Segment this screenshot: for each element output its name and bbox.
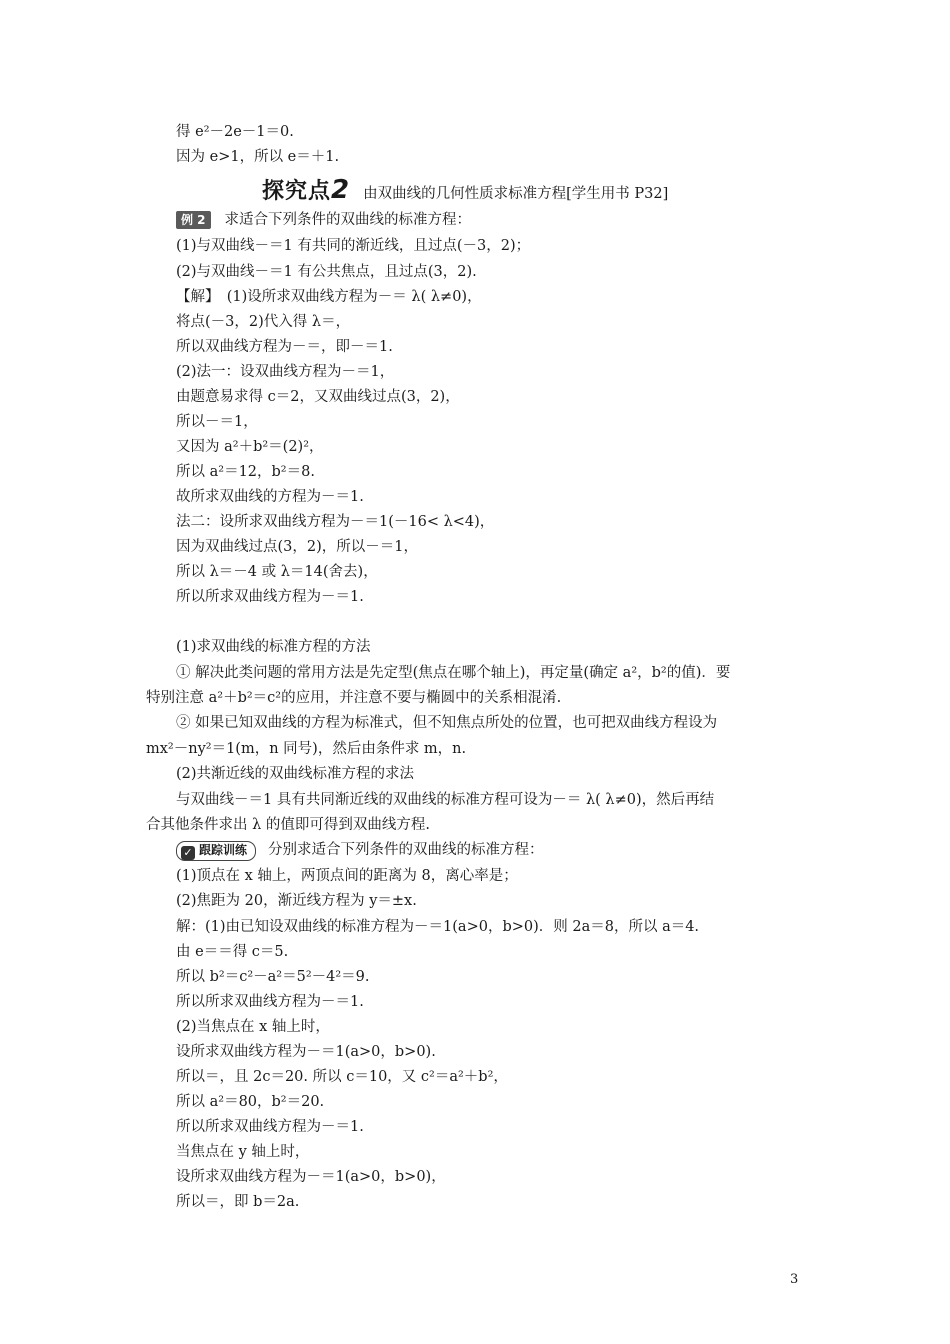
text-line: (2)共渐近线的双曲线标准方程的求法 [176, 766, 415, 782]
section-heading [262, 176, 668, 208]
text-line: 合其他条件求出 λ 的值即可得到双曲线方程. [146, 817, 431, 833]
training-line [176, 840, 544, 861]
text-line: 设所求双曲线方程为－＝1(a>0，b>0)， [176, 1169, 446, 1185]
text-line: 所以所求双曲线方程为－＝1. [176, 589, 364, 605]
text-line: (1)与双曲线－＝1 有共同的渐近线，且过点(－3，2)； [176, 238, 531, 254]
text-line: 所以 a²＝80，b²＝20. [176, 1094, 325, 1110]
text-line: 所以 λ＝－4 或 λ＝14(舍去)， [176, 564, 378, 580]
training-label: 跟踪训练 [199, 843, 248, 857]
text-line: 所以 a²＝12，b²＝8. [176, 464, 315, 480]
text-line: (2)法一：设双曲线方程为－＝1， [176, 364, 395, 380]
section-title: 探究点 [262, 179, 332, 204]
text-line: 特别注意 a²＋b²＝c²的应用，并注意不要与椭圆中的关系相混淆. [146, 690, 562, 706]
text-line: 由 e＝＝得 c＝5. [176, 944, 289, 960]
text-line: 当焦点在 y 轴上时， [176, 1144, 310, 1160]
text-line: 所以 b²＝c²－a²＝5²－4²＝9. [176, 969, 370, 985]
section-subtitle: 由双曲线的几何性质求标准方程[学生用书 P32] [363, 186, 669, 202]
text-line: (2)当焦点在 x 轴上时， [176, 1019, 330, 1035]
text-line: 所以－＝1， [176, 414, 258, 430]
text-line: 由题意易求得 c＝2，又双曲线过点(3，2)， [176, 389, 460, 405]
text-line: 因为 e>1，所以 e＝＋1. [176, 149, 340, 165]
section-number: 2 [331, 175, 350, 205]
text-line: 所以＝，且 2c＝20. 所以 c＝10，又 c²＝a²＋b²， [176, 1069, 508, 1085]
text-line: 因为双曲线过点(3，2)，所以－＝1， [176, 539, 418, 555]
example-prompt: 求适合下列条件的双曲线的标准方程： [224, 212, 472, 228]
training-prompt: 分别求适合下列条件的双曲线的标准方程： [268, 842, 544, 858]
text-line: 所以双曲线方程为－＝，即－＝1. [176, 339, 393, 355]
training-badge [176, 841, 256, 861]
text-line: (2)与双曲线－＝1 有公共焦点，且过点(3，2). [176, 264, 477, 280]
check-icon: ✓ [181, 846, 195, 860]
text-line: 法二：设所求双曲线方程为－＝1(－16< λ<4)， [176, 514, 495, 530]
text-line: 得 e²－2e－1＝0. [176, 124, 294, 140]
text-line: (1)求双曲线的标准方程的方法 [176, 639, 371, 655]
example-badge: 例 2 [176, 211, 211, 229]
text-line: 将点(－3，2)代入得 λ＝， [176, 314, 351, 330]
page-number: 3 [790, 1272, 799, 1287]
text-line: 【解】 (1)设所求双曲线方程为－＝ λ( λ≠0)， [176, 289, 482, 305]
text-line: 所以＝，即 b＝2a. [176, 1194, 300, 1210]
text-line: 设所求双曲线方程为－＝1(a>0，b>0). [176, 1044, 436, 1060]
text-line: ① 解决此类问题的常用方法是先定型(焦点在哪个轴上)，再定量(确定 a²，b²的值)．要 [176, 665, 731, 681]
text-line: (1)顶点在 x 轴上，两顶点间的距离为 8，离心率是； [176, 868, 518, 884]
text-line: 又因为 a²＋b²＝(2)²， [176, 439, 324, 455]
text-line: 故所求双曲线的方程为－＝1. [176, 489, 364, 505]
text-line: mx²－ny²＝1(m，n 同号)，然后由条件求 m，n. [146, 741, 467, 757]
text-line: (2)焦距为 20，渐近线方程为 y＝±x. [176, 893, 417, 909]
text-line: 所以所求双曲线方程为－＝1. [176, 994, 364, 1010]
text-line: 所以所求双曲线方程为－＝1. [176, 1119, 364, 1135]
example-line [176, 210, 471, 230]
text-line: 与双曲线－＝1 具有共同渐近线的双曲线的标准方程可设为－＝ λ( λ≠0)，然后再结 [176, 792, 715, 808]
text-line: ② 如果已知双曲线的方程为标准式，但不知焦点所处的位置，也可把双曲线方程设为 [176, 715, 718, 731]
text-line: 解：(1)由已知设双曲线的标准方程为－＝1(a>0，b>0)．则 2a＝8，所以 a＝4. [176, 919, 700, 935]
